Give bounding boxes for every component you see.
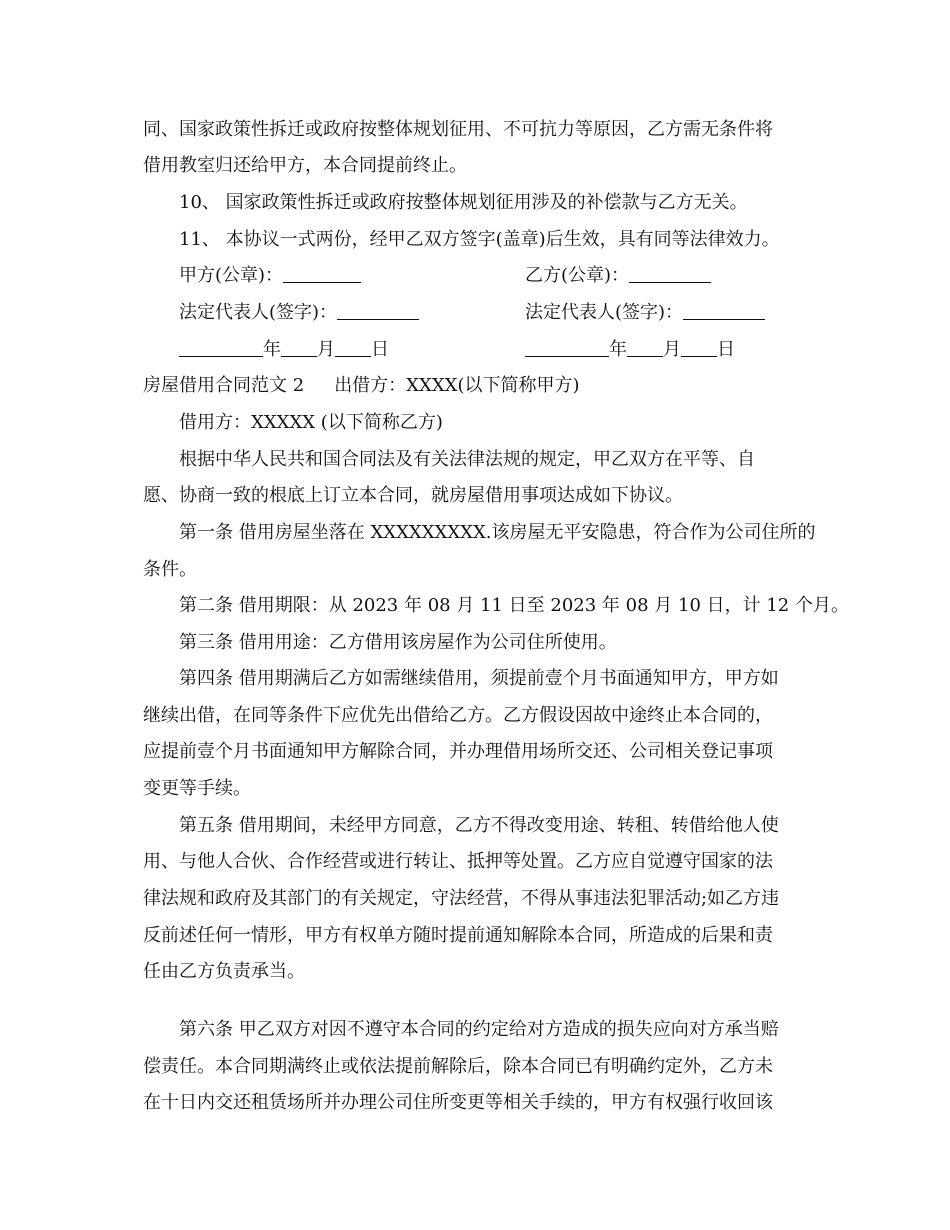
- date-blank: [335, 338, 371, 357]
- borrower-line: 借用方：XXXXX (以下简称乙方): [179, 412, 443, 433]
- party-a-rep-row: [179, 301, 419, 325]
- article-5: 第五条 借用期间，未经甲方同意，乙方不得改变用途、转租、转借给他人使: [179, 815, 779, 836]
- date-blank: [525, 338, 609, 357]
- signature-blank: [629, 264, 711, 283]
- party-b-seal-row: [525, 264, 711, 288]
- year-label: 年: [263, 339, 281, 360]
- paragraph-line: 继续出借，在同等条件下应优先出借给乙方。乙方假设因故中途终止本合同的，: [143, 705, 773, 726]
- party-a-date-row: [179, 338, 389, 362]
- article-3: 第三条 借用用途：乙方借用该房屋作为公司住所使用。: [179, 632, 617, 653]
- party-a-rep-label: 法定代表人(签字)：: [179, 302, 338, 323]
- clause-11: 11、 本协议一式两份，经甲乙双方签字(盖章)后生效，具有同等法律效力。: [179, 229, 780, 250]
- paragraph-line: 应提前壹个月书面通知甲方解除合同，并办理借用场所交还、公司相关登记事项: [143, 741, 773, 762]
- month-label: 月: [663, 339, 681, 360]
- party-a-seal-row: [179, 264, 361, 288]
- lender-line: 出借方：XXXX(以下简称甲方): [334, 375, 580, 396]
- paragraph-line: 用、与他人合伙、合作经营或进行转让、抵押等处置。乙方应自觉遵守国家的法: [143, 851, 773, 872]
- paragraph-line: 愿、协商一致的根底上订立本合同，就房屋借用事项达成如下协议。: [143, 485, 683, 506]
- signature-blank: [683, 301, 765, 320]
- day-label: 日: [717, 339, 735, 360]
- paragraph-line: 根据中华人民共和国合同法及有关法律法规的规定，甲乙双方在平等、自: [179, 449, 755, 470]
- paragraph-line: 借用教室归还给甲方，本合同提前终止。: [143, 155, 467, 176]
- date-blank: [179, 338, 263, 357]
- month-label: 月: [317, 339, 335, 360]
- year-label: 年: [609, 339, 627, 360]
- date-blank: [627, 338, 663, 357]
- party-b-seal-label: 乙方(公章)：: [525, 265, 630, 286]
- paragraph-line: 律法规和政府及其部门的有关规定，守法经营，不得从事违法犯罪活动;如乙方违: [143, 888, 780, 909]
- paragraph-line: 偿责任。本合同期满终止或依法提前解除后，除本合同已有明确约定外，乙方未: [143, 1056, 773, 1077]
- article-4: 第四条 借用期满后乙方如需继续借用，须提前壹个月书面通知甲方，甲方如: [179, 668, 779, 689]
- day-label: 日: [371, 339, 389, 360]
- article-1: 第一条 借用房屋坐落在 XXXXXXXXX.该房屋无平安隐患，符合作为公司住所的: [179, 522, 816, 543]
- article-2: 第二条 借用期限：从 2023 年 08 月 11 日至 2023 年 08 月 10 日，计 12 个月。: [179, 595, 849, 616]
- paragraph-line: 任由乙方负责承当。: [143, 961, 305, 982]
- paragraph-line: 反前述任何一情形，甲方有权单方随时提前通知解除本合同，所造成的后果和责: [143, 925, 773, 946]
- signature-blank: [283, 264, 361, 283]
- paragraph-line: 在十日内交还租赁场所并办理公司住所变更等相关手续的，甲方有权强行收回该: [143, 1092, 773, 1113]
- party-b-date-row: [525, 338, 735, 362]
- signature-blank: [337, 301, 419, 320]
- paragraph-line: 变更等手续。: [143, 778, 251, 799]
- paragraph-line: 条件。: [143, 559, 197, 580]
- article-6: 第六条 甲乙双方对因不遵守本合同的约定给对方造成的损失应向对方承当赔: [179, 1019, 779, 1040]
- clause-10: 10、 国家政策性拆迁或政府按整体规划征用涉及的补偿款与乙方无关。: [179, 192, 748, 213]
- party-b-rep-label: 法定代表人(签字)：: [525, 302, 684, 323]
- party-b-rep-row: [525, 301, 765, 325]
- paragraph-line: 同、国家政策性拆迁或政府按整体规划征用、不可抗力等原因，乙方需无条件将: [143, 119, 773, 140]
- date-blank: [281, 338, 317, 357]
- contract-title: 房屋借用合同范文 2: [143, 375, 305, 396]
- date-blank: [681, 338, 717, 357]
- party-a-seal-label: 甲方(公章)：: [179, 265, 284, 286]
- contract-title-row: [143, 374, 823, 398]
